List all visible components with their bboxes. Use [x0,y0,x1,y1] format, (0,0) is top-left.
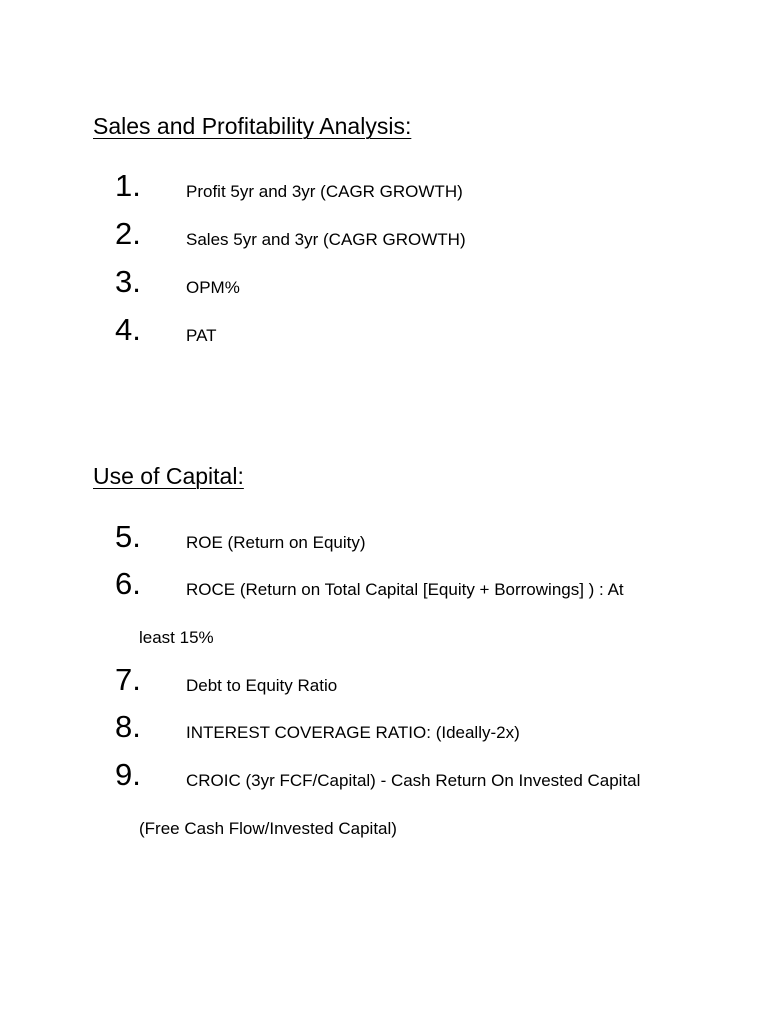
list-item-text: ROE (Return on Equity) [186,533,366,552]
list-item-text: Debt to Equity Ratio [186,676,338,695]
list-item-text: PAT [186,326,217,345]
list-number: 3. [115,264,141,299]
list-item-text-continuation: (Free Cash Flow/Invested Capital) [139,819,397,838]
list-number: 2. [115,216,141,251]
list-number: 7. [115,662,141,697]
list-item-text: CROIC (3yr FCF/Capital) - Cash Return On Invested Capital [186,771,641,790]
list-item-text: OPM% [186,278,240,297]
list-item-text: INTEREST COVERAGE RATIO: (Ideally-2x) [186,723,520,742]
list-number: 5. [115,519,141,554]
list-number: 9. [115,757,141,792]
list-number: 6. [115,566,141,601]
list-number: 1. [115,168,141,203]
section-heading-sales-profitability: Sales and Profitability Analysis: [93,113,412,139]
section-heading-use-of-capital: Use of Capital: [93,463,244,489]
list-item-text: Sales 5yr and 3yr (CAGR GROWTH) [186,230,466,249]
list-item-text-continuation: least 15% [139,628,214,647]
list-number: 8. [115,709,141,744]
list-item-text: Profit 5yr and 3yr (CAGR GROWTH) [186,182,463,201]
list-item-text: ROCE (Return on Total Capital [Equity + Borrowings] ) : At [186,580,624,599]
list-number: 4. [115,312,141,347]
